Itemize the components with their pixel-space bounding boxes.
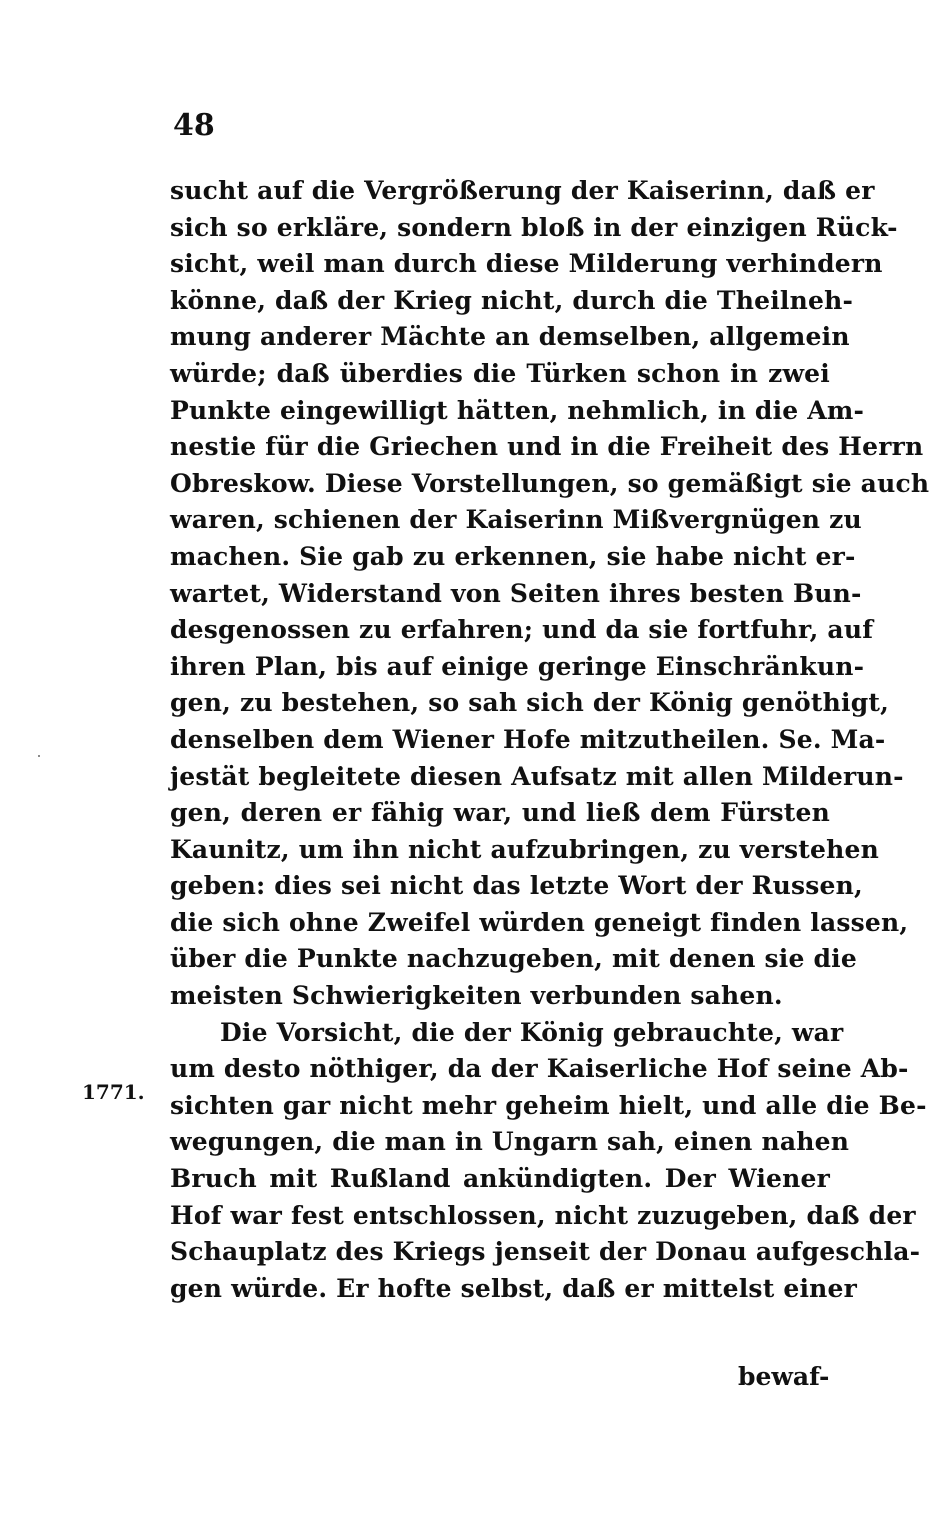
text-line: gen würde. Er hofte selbst, daß er mittelst einer (170, 1273, 857, 1303)
paragraph-2 (170, 1015, 927, 1308)
text-line: sich so erkläre, sondern bloß in der einzigen Rück- (170, 212, 898, 242)
text-line: Obreskow. Diese Vorstellungen, so gemäßigt sie auch (170, 468, 929, 498)
text-line: gen, zu bestehen, so sah sich der König genöthigt, (170, 688, 890, 718)
text-line: Bruch mit Rußland ankündigten. Der Wiener (170, 1164, 830, 1194)
text-line: würde; daß überdies die Türken schon in zwei (170, 358, 830, 388)
margin-year-note: 1771. (82, 1080, 145, 1104)
text-line: könne, daß der Krieg nicht, durch die Theilneh- (170, 285, 854, 315)
text-line: wegungen, die man in Ungarn sah, einen nahen (170, 1127, 850, 1157)
paragraph-1 (170, 173, 929, 1015)
text-line: über die Punkte nachzugeben, mit denen sie die (170, 944, 857, 974)
text-line: desgenossen zu erfahren; und da sie fortfuhr, auf (170, 615, 874, 645)
text-line: gen, deren er fähig war, und ließ dem Fürsten (170, 798, 830, 828)
text-line: geben: dies sei nicht das letzte Wort der Russen, (170, 871, 863, 901)
text-line: sucht auf die Vergrößerung der Kaiserinn, daß er (170, 176, 875, 205)
catchword: bewaf- (738, 1362, 830, 1391)
text-line: wartet, Widerstand von Seiten ihres besten Bun- (170, 578, 862, 608)
text-line: machen. Sie gab zu erkennen, sie habe nicht er- (170, 541, 856, 571)
text-line: die sich ohne Zweifel würden geneigt finden lassen, (170, 907, 909, 937)
text-line: jestät begleitete diesen Aufsatz mit allen Milderun- (170, 761, 904, 791)
text-line: Punkte eingewilligt hätten, nehmlich, in die Am- (170, 395, 865, 425)
text-line: Schauplatz des Kriegs jenseit der Donau aufgeschla- (170, 1237, 921, 1267)
text-line: sichten gar nicht mehr geheim hielt, und alle die Be- (170, 1090, 927, 1120)
text-line: Kaunitz, um ihn nicht aufzubringen, zu verstehen (170, 834, 880, 864)
text-line: sicht, weil man durch diese Milderung verhindern (170, 249, 883, 279)
body-text (170, 173, 929, 1307)
paper-speck (38, 755, 40, 757)
text-line: waren, schienen der Kaiserinn Mißvergnügen zu (170, 505, 862, 535)
text-line: ihren Plan, bis auf einige geringe Einschränkun- (170, 651, 865, 681)
page-number: 48 (173, 108, 215, 143)
text-line: meisten Schwierigkeiten verbunden sahen. (170, 981, 783, 1011)
text-line: Hof war fest entschlossen, nicht zuzugeben, daß der (170, 1200, 916, 1230)
text-line: mung anderer Mächte an demselben, allgemein (170, 322, 850, 352)
text-line: um desto nöthiger, da der Kaiserliche Hof seine Ab- (170, 1054, 909, 1084)
text-line: Die Vorsicht, die der König gebrauchte, war (220, 1017, 844, 1047)
text-line: denselben dem Wiener Hofe mitzutheilen. Se. Ma- (170, 724, 886, 754)
text-line: nestie für die Griechen und in die Freiheit des Herrn (170, 432, 924, 462)
